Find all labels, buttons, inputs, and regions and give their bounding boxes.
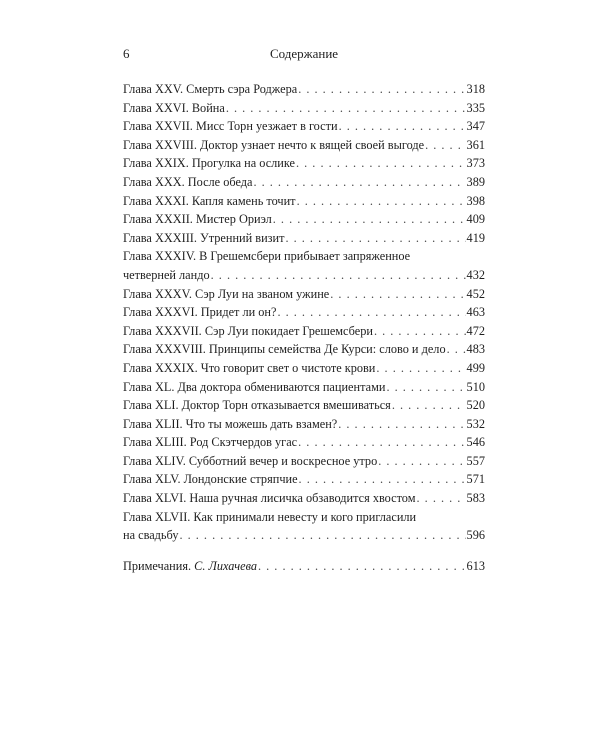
dot-leader: [298, 80, 465, 99]
dot-leader: [273, 210, 466, 229]
dot-leader: [376, 359, 465, 378]
toc-entry-title: Глава XXXV. Сэр Луи на званом ужине: [123, 286, 330, 301]
toc-entry-page: 432: [466, 267, 485, 282]
dot-leader: [258, 557, 466, 576]
page-number: 6: [123, 46, 130, 61]
dot-leader: [285, 229, 465, 248]
toc-entry-page: 373: [466, 156, 485, 171]
toc-entry-title: Глава XXXVIII. Принципы семейства Де Курси: слово и дело: [123, 342, 446, 357]
toc-entry-page: 532: [466, 416, 485, 431]
toc-entry: [123, 173, 485, 192]
toc-entry: [123, 154, 485, 173]
toc-entry: [123, 99, 485, 118]
toc-entry: [123, 470, 485, 489]
toc-entry-page: 361: [466, 137, 485, 152]
dot-leader: [297, 192, 466, 211]
toc-entry-title: Глава XXXII. Мистер Ориэл: [123, 212, 272, 227]
dot-leader: [374, 322, 466, 341]
toc-entry-title: Глава XLII. Что ты можешь дать взамен?: [123, 416, 338, 431]
toc-entry: [123, 415, 485, 434]
toc-entry-title-continued: на свадьбу: [123, 528, 179, 543]
toc-entry: [123, 340, 485, 359]
dot-leader: [298, 433, 465, 452]
toc-entry-title: Глава XXXIV. В Грешемсбери прибывает запряженное: [123, 249, 411, 264]
toc-entry-title: Глава XLIII. Род Скэтчердов угас: [123, 435, 298, 450]
toc-entry-page: 596: [466, 528, 485, 543]
toc-entry-page: 557: [466, 453, 485, 468]
toc-entry-page: 463: [466, 305, 485, 320]
toc-entry-title: Глава XXXVI. Придет ли он?: [123, 305, 277, 320]
dot-leader: [417, 489, 466, 508]
dot-leader: [386, 378, 465, 397]
toc-entry-title: Глава XXV. Смерть сэра Роджера: [123, 82, 298, 96]
toc-entry: [123, 359, 485, 378]
table-of-contents: [123, 80, 485, 575]
toc-entry: [123, 452, 485, 471]
dot-leader: [392, 396, 466, 415]
toc-entry-page: 335: [466, 100, 485, 115]
toc-entry: [123, 396, 485, 415]
toc-entry: [123, 303, 485, 322]
running-title: Содержание: [269, 46, 339, 61]
toc-entry-page: 483: [466, 342, 485, 357]
toc-entry: [123, 136, 485, 155]
dot-leader: [179, 526, 465, 545]
toc-entry: [123, 210, 485, 229]
toc-entry-page: 409: [466, 212, 485, 227]
toc-entry: [123, 433, 485, 452]
toc-entry-title: Глава XXVI. Война: [123, 100, 225, 115]
toc-entry: [123, 508, 485, 545]
dot-leader: [226, 99, 466, 118]
toc-entry-page: 419: [466, 230, 485, 245]
dot-leader: [211, 266, 466, 285]
toc-entry-page: 452: [466, 286, 485, 301]
dot-leader: [299, 470, 466, 489]
toc-entry-page: 389: [466, 174, 485, 189]
toc-notes-title: [123, 557, 257, 576]
toc-notes-page: 613: [466, 558, 485, 573]
toc-entry-title: Глава XXX. После обеда: [123, 174, 253, 189]
toc-entry-title-continued: четверней ландо: [123, 267, 210, 282]
running-head: [123, 46, 485, 64]
dot-leader: [425, 136, 465, 155]
notes-label: Примечания.: [123, 558, 192, 573]
toc-entry: [123, 117, 485, 136]
dot-leader: [253, 173, 465, 192]
toc-entry-page: 520: [466, 398, 485, 413]
toc-entry-page: 347: [466, 119, 485, 134]
toc-entry-page: 571: [466, 472, 485, 487]
toc-entry-line: [123, 266, 485, 285]
toc-entry-title: Глава XLVII. Как принимали невесту и кого пригласили: [123, 509, 417, 524]
toc-entry-title: Глава XXIX. Прогулка на ослике: [123, 156, 295, 171]
toc-entry: [123, 80, 485, 99]
toc-entry-title: Глава XLVI. Наша ручная лисичка обзаводится хвостом: [123, 491, 416, 506]
toc-entry-title: Глава XXXI. Капля камень точит: [123, 193, 296, 208]
toc-entry-page: 499: [466, 360, 485, 375]
toc-entry-page: 398: [466, 193, 485, 208]
notes-author: С. Лихачева: [194, 558, 257, 573]
toc-entry-title: Глава XXXVII. Сэр Луи покидает Грешемсбери: [123, 323, 373, 338]
toc-entry: [123, 285, 485, 304]
toc-entry: [123, 489, 485, 508]
dot-leader: [330, 285, 465, 304]
toc-entry-page: 510: [466, 379, 485, 394]
toc-entry: [123, 192, 485, 211]
toc-entry-title: Глава XL. Два доктора обмениваются пациентами: [123, 379, 386, 394]
toc-notes-entry: [123, 557, 485, 576]
toc-entry-title: Глава XXXIII. Утренний визит: [123, 230, 285, 245]
toc-entry-page: 583: [466, 491, 485, 506]
toc-entry: [123, 322, 485, 341]
toc-entry-title: Глава XXVII. Мисс Торн уезжает в гости: [123, 119, 338, 134]
dot-leader: [378, 452, 465, 471]
toc-entry: [123, 378, 485, 397]
toc-entry-title: Глава XLV. Лондонские стряпчие: [123, 472, 298, 487]
toc-entry-title: Глава XLI. Доктор Торн отказывается вмешиваться: [123, 398, 391, 413]
dot-leader: [277, 303, 465, 322]
dot-leader: [447, 340, 466, 359]
toc-entry-page: 472: [466, 323, 485, 338]
toc-entry-title: Глава XXVIII. Доктор узнает нечто к вящей своей выгоде: [123, 137, 425, 152]
toc-entry: [123, 229, 485, 248]
dot-leader: [296, 154, 466, 173]
toc-entry-page: 318: [466, 82, 485, 96]
dot-leader: [338, 415, 465, 434]
toc-entry-page: 546: [466, 435, 485, 450]
toc-entry-line: [123, 526, 485, 545]
toc-entry-title: Глава XLIV. Субботний вечер и воскресное утро: [123, 453, 378, 468]
dot-leader: [339, 117, 466, 136]
toc-entry-title: Глава XXXIX. Что говорит свет о чистоте крови: [123, 360, 376, 375]
toc-entry: [123, 247, 485, 284]
